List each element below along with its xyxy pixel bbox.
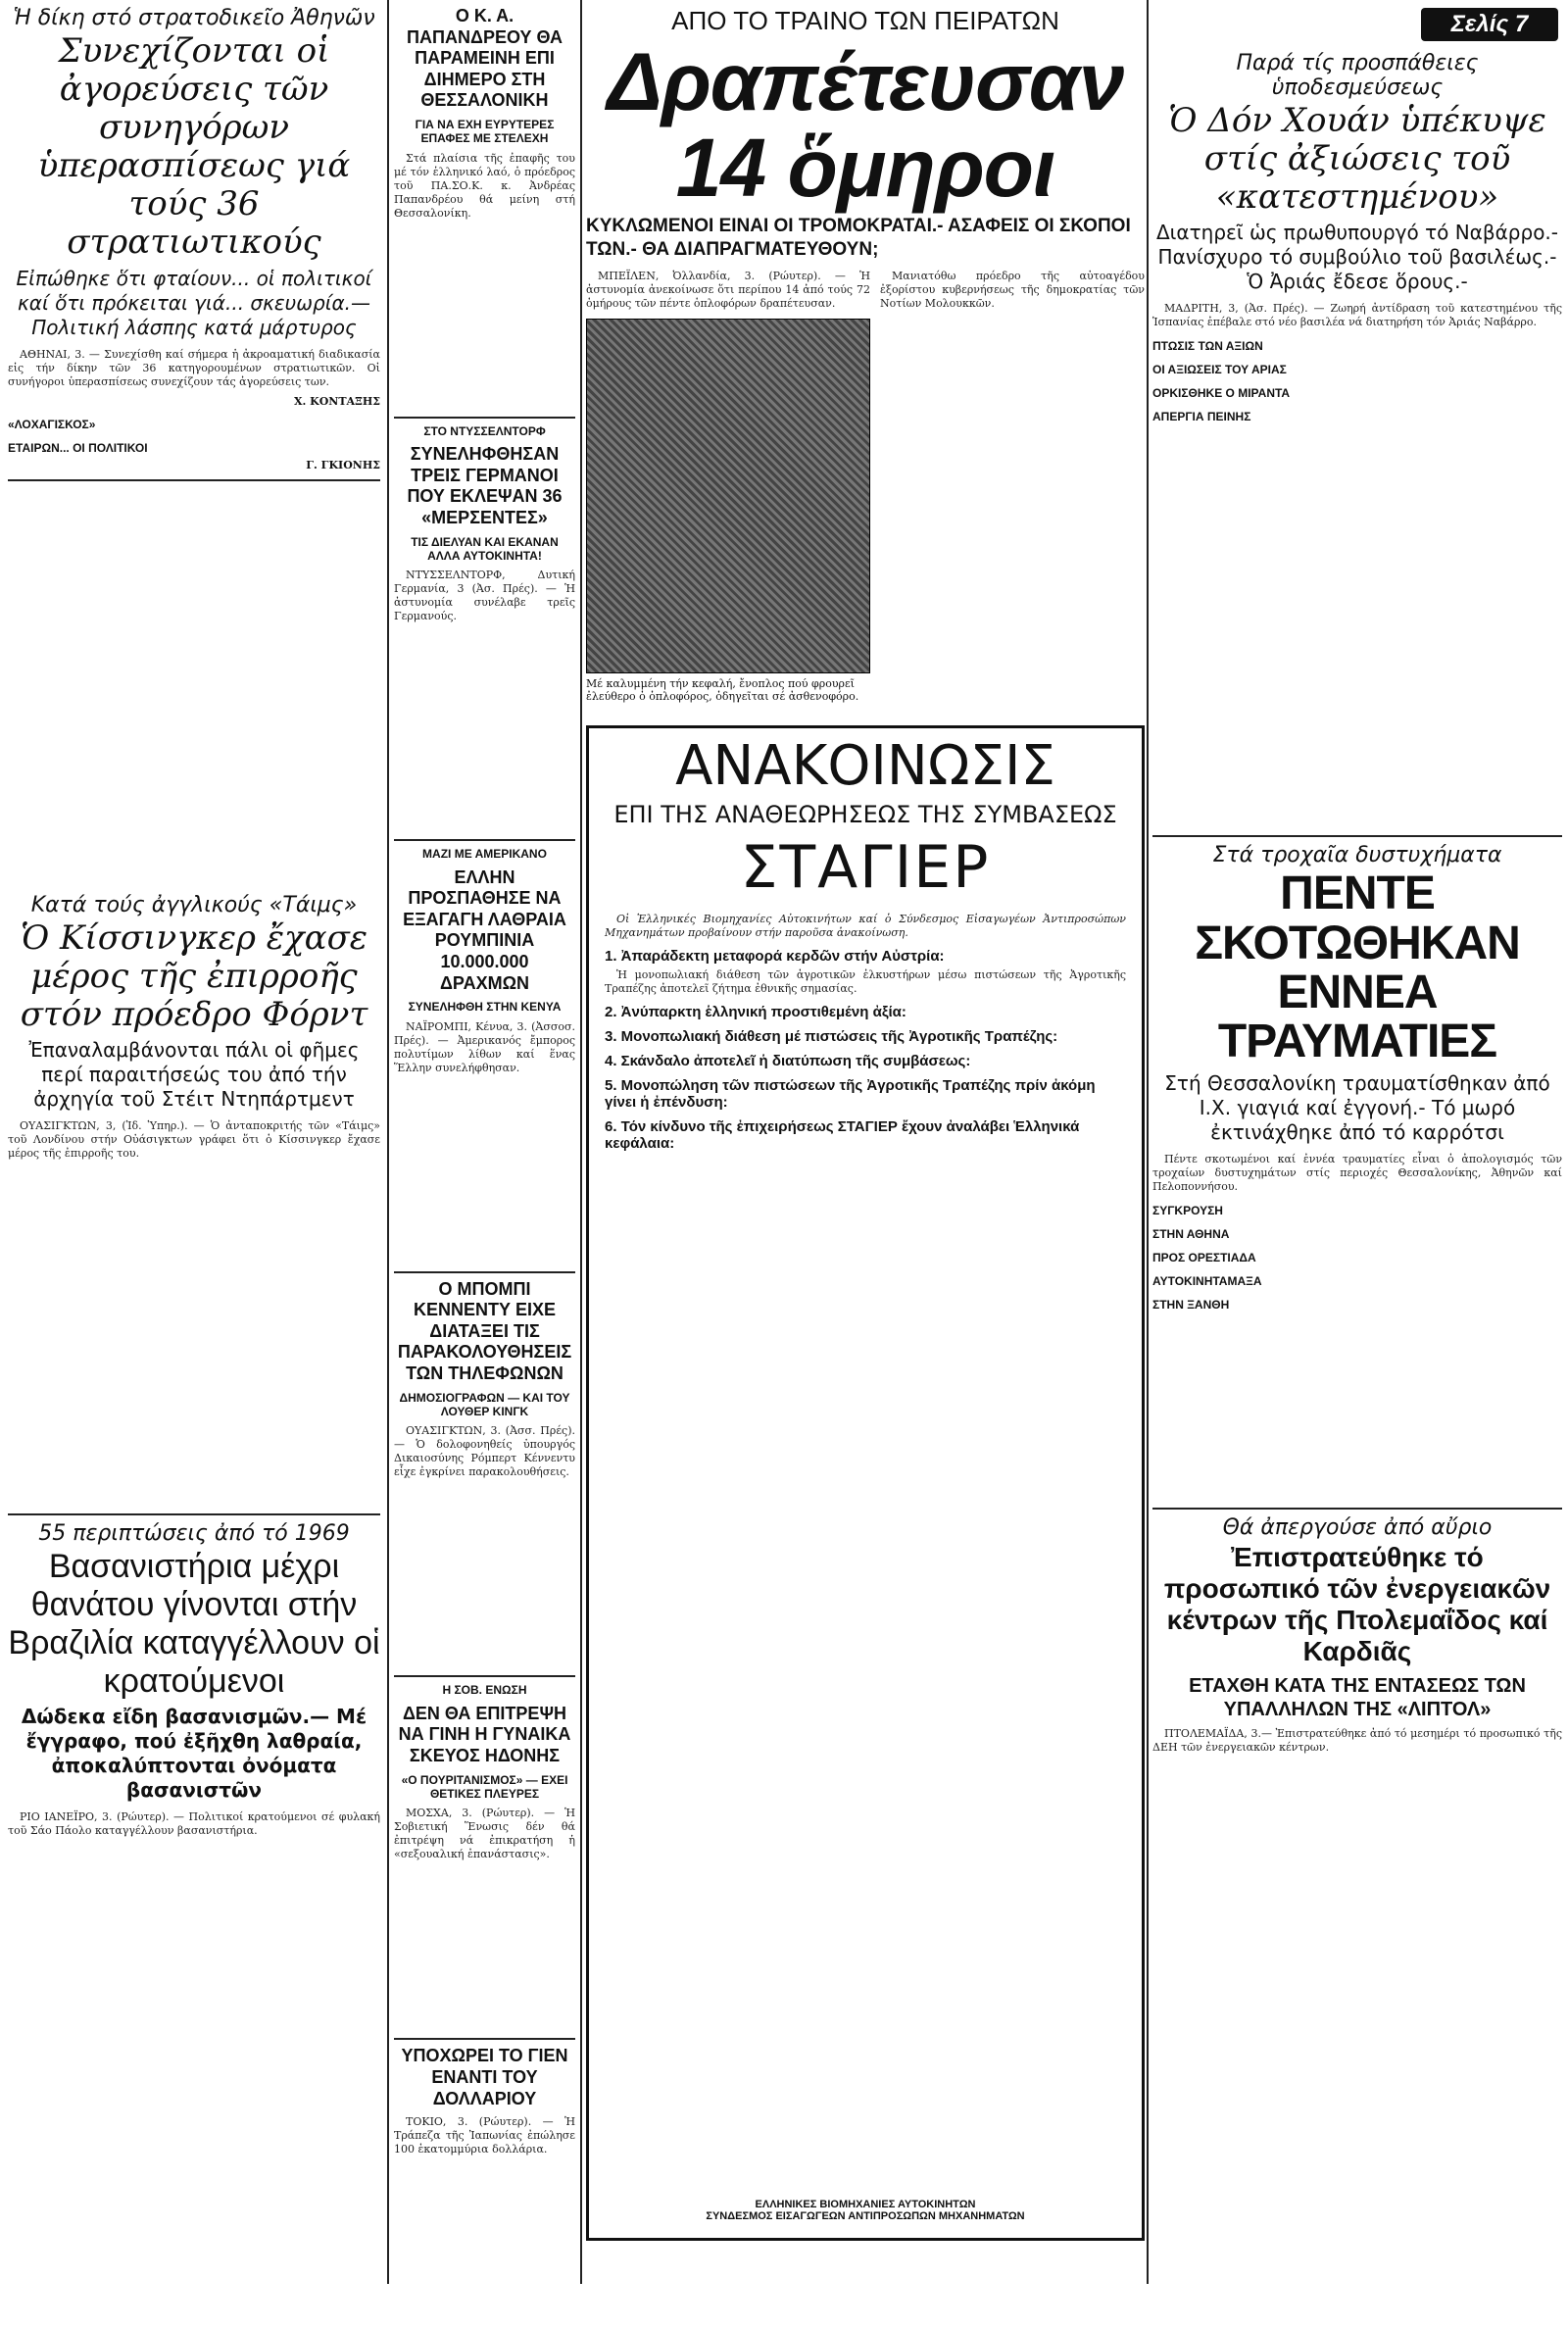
- headline: Συνεχίζονται οἱ ἀγορεύσεις τῶν συνηγόρων ὑπερασπίσεως γιά τούς 36 στρατιωτικούς: [37, 31, 351, 263]
- signature-line: ΣΥΝΔΕΣΜΟΣ ΕΙΣΑΓΩΓΕΩΝ ΑΝΤΙΠΡΟΣΩΠΩΝ ΜΗΧΑΝΗΜΑΤΩΝ: [706, 2210, 1025, 2222]
- divider: [1152, 1508, 1562, 1510]
- page-label-badge: Σελίς 7: [1421, 8, 1558, 41]
- article-body: Στά πλαίσια τῆς ἐπαφῆς του μέ τόν ἑλληνικό λαό, ὁ πρόεδρος τοῦ ΠΑ.ΣΟ.Κ. κ. Ἀνδρέας Παπανδρέου θά μείνη στή Θεσσαλονίκη.: [394, 151, 575, 220]
- article-body: Πέντε σκοτωμένοι καί ἐννέα τραυματίες εἶναι ὁ ἀπολογισμός τῶν τροχαίων δυστυχημάτων στίς περιοχές Θεσσαλονίκης, Ἀθηνῶν καί Πελοποννήσου.: [1152, 1152, 1562, 1193]
- center-block: [586, 0, 1145, 2284]
- article-ussr: [394, 1683, 575, 1861]
- kicker: Στά τροχαῖα δυστυχήματα: [1212, 843, 1502, 868]
- headline: ΣΥΝΕΛΗΦΘΗΣΑΝ ΤΡΕΙΣ ΓΕΡΜΑΝΟΙ ΠΟΥ ΕΚΛΕΨΑΝ 36 «ΜΕΡΣΕΝΤΕΣ»: [407, 444, 563, 527]
- announcement-item: 4. Σκάνδαλο ἀποτελεῖ ἡ διατύπωση τῆς συμβάσεως:: [605, 1052, 971, 1069]
- subhead: ΤΙΣ ΔΙΕΛΥΑΝ ΚΑΙ ΕΚΑΝΑΝ ΑΛΛΑ ΑΥΤΟΚΙΝΗΤΑ!: [411, 534, 559, 563]
- announcement-item: 6. Τόν κίνδυνο τῆς ἐπιχειρήσεως ΣΤΑΓΙΕΡ ἔχουν ἀναλάβει Ἑλληνικά κεφάλαια:: [605, 1117, 1080, 1152]
- article-body: ΜΠΕΪΛΕΝ, Ὀλλανδία, 3. (Ρώυτερ). — Ἡ ἀστυνομία ἀνεκοίνωσε ὅτι περίπου 14 ἀπό τούς 72 ὁμήρους τῶν πέντε ὁπλοφόρων δραπέτευσαν.: [586, 269, 870, 310]
- kicker: Η ΣΟΒ. ΕΝΩΣΗ: [442, 1683, 527, 1698]
- right-column: [1152, 0, 1562, 2329]
- byline: Γ. ΓΚΙΟΝΗΣ: [306, 458, 380, 471]
- section-heading: ΠΤΩΣΙΣ ΤΩΝ ΑΞΙΩΝ: [1152, 339, 1263, 354]
- headline: Βασανιστήρια μέχρι θανάτου γίνονται στήν Βραζιλία καταγγέλλουν οἱ κρατούμενοι: [8, 1547, 380, 1701]
- article-ptolemaida: [1152, 1515, 1562, 1755]
- announcement-item: 2. Ἀνύπαρκτη ἑλληνική προστιθεμένη ἀξία:: [605, 1003, 906, 1020]
- headline: Ὁ Δόν Χουάν ὑπέκυψε στίς ἀξιώσεις τοῦ «κατεστημένου»: [1168, 101, 1546, 218]
- section-heading: ΑΠΕΡΓΙΑ ΠΕΙΝΗΣ: [1152, 410, 1251, 424]
- section-heading: ΣΤΗΝ ΑΘΗΝΑ: [1152, 1226, 1230, 1241]
- article-body: ΑΘΗΝΑΙ, 3. — Συνεχίσθη καί σήμερα ἡ ἀκροαματική διαδικασία εἰς τήν δίκην τῶν 36 κατηγορουμένων στρατιωτικῶν. Οἱ συνήγοροι ὑπερασπίσεως συνεχίζουν τάς ἀγορεύσεις των.: [8, 347, 380, 388]
- divider: [394, 1271, 575, 1273]
- column-rule: [1147, 0, 1149, 2284]
- headline: ΥΠΟΧΩΡΕΙ ΤΟ ΓΙΕΝ ΕΝΑΝΤΙ ΤΟΥ ΔΟΛΛΑΡΙΟΥ: [401, 2046, 568, 2108]
- article-body: ΝΤΥΣΣΕΛΝΤΟΡΦ, Δυτική Γερμανία, 3 (Ἀσ. Πρές). — Ἡ ἀστυνομία συνέλαβε τρεῖς Γερμανούς.: [394, 569, 575, 623]
- column-rule: [580, 0, 582, 2284]
- section-heading: ΟΙ ΑΞΙΩΣΕΙΣ ΤΟΥ ΑΡΙΑΣ: [1152, 363, 1287, 377]
- announcement-name: ΣΤΑΓΙΕΡ: [740, 832, 991, 902]
- announcement-subtitle: ΕΠΙ ΤΗΣ ΑΝΑΘΕΩΡΗΣΕΩΣ ΤΗΣ ΣΥΜΒΑΣΕΩΣ: [613, 800, 1117, 828]
- subhead: ΔΗΜΟΣΙΟΓΡΑΦΩΝ — ΚΑΙ ΤΟΥ ΛΟΥΘΕΡ ΚΙΝΓΚ: [399, 1390, 570, 1418]
- headline: Ο ΜΠΟΜΠΙ ΚΕΝΝΕΝΤΥ ΕΙΧΕ ΔΙΑΤΑΞΕΙ ΤΙΣ ΠΑΡΑΚΟΛΟΥΘΗΣΕΙΣ ΤΩΝ ΤΗΛΕΦΩΝΩΝ: [397, 1278, 572, 1384]
- article-body: ΡΙΟ ΙΑΝΕΪΡΟ, 3. (Ρώυτερ). — Πολιτικοί κρατούμενοι σέ φυλακή τοῦ Σάο Πάολο καταγγέλλουν βασανιστήρια.: [8, 1810, 380, 1838]
- section-heading: ΟΡΚΙΣΘΗΚΕ Ο ΜΙΡΑΝΤΑ: [1152, 386, 1291, 401]
- headline: ΠΕΝΤΕ ΣΚΟΤΩΘΗΚΑΝ ΕΝΝΕΑ ΤΡΑΥΜΑΤΙΕΣ: [1195, 867, 1520, 1068]
- announcement-item: 1. Ἀπαράδεκτη μεταφορά κερδῶν στήν Αὐστρία:: [605, 947, 945, 965]
- article-kennedy: [394, 1279, 575, 1480]
- section-heading: ΑΥΤΟΚΙΝΗΤΑΜΑΞΑ: [1152, 1273, 1262, 1288]
- kicker: 55 περιπτώσεις ἀπό τό 1969: [38, 1520, 350, 1546]
- article-don-juan: [1152, 51, 1562, 423]
- kicker: Κατά τούς ἀγγλικούς «Τάιμς»: [30, 892, 358, 917]
- article-body: ΟΥΑΣΙΓΚΤΩΝ, 3, (Ἰδ. Ὑπηρ.). — Ὁ ἀνταποκριτής τῶν «Τάιμς» τοῦ Λονδίνου στήν Οὐάσιγκτων γράφει ὅτι ὁ Κίσσινγκερ ἔχασε μέρος τῆς ἐπιρροῆς του.: [8, 1118, 380, 1160]
- kicker: ΜΑΖΙ ΜΕ ΑΜΕΡΙΚΑΝΟ: [422, 847, 547, 862]
- section-heading: ΕΤΑΙΡΩΝ... ΟΙ ΠΟΛΙΤΙΚΟΙ: [8, 440, 148, 455]
- headline: Δραπέτευσαν 14 ὅμηροι: [607, 35, 1124, 215]
- article-body: Μανιατόθω πρόεδρο τῆς αὐτοαγέδου ἐξορίστου κυβερνήσεως τῆς δημοκρατίας τῶν Νοτίων Μολουκκῶν.: [880, 269, 1145, 310]
- announcement-item: 5. Μονοπώληση τῶν πιστώσεων τῆς Ἀγροτικῆς Τραπέζης πρίν ἀκόμη γίνει ἡ ἐπένδυση:: [605, 1076, 1096, 1111]
- divider: [8, 479, 380, 481]
- article-kissinger: [8, 893, 380, 1161]
- section-heading: ΣΤΗΝ ΞΑΝΘΗ: [1152, 1297, 1230, 1312]
- kicker: Ἡ δίκη στό στρατοδικεῖο Ἀθηνῶν: [13, 6, 375, 30]
- kicker: Θά ἀπεργούσε ἀπό αὔριο: [1222, 1514, 1493, 1540]
- news-photo: [586, 319, 870, 673]
- kicker: ΣΤΟ ΝΤΥΣΣΕΛΝΤΟΡΦ: [423, 423, 546, 438]
- headline: ΔΕΝ ΘΑ ΕΠΙΤΡΕΨΗ ΝΑ ΓΙΝΗ Η ΓΥΝΑΙΚΑ ΣΚΕΥΟΣ ΗΔΟΝΗΣ: [398, 1703, 571, 1765]
- section-heading: «ΛΟΧΑΓΙΣΚΟΣ»: [8, 417, 96, 431]
- subhead: «Ο ΠΟΥΡΙΤΑΝΙΣΜΟΣ» — ΕΧΕΙ ΘΕΤΙΚΕΣ ΠΛΕΥΡΕΣ: [401, 1772, 568, 1801]
- section-heading: ΣΥΓΚΡΟΥΣΗ: [1152, 1203, 1223, 1217]
- article-brazil: [8, 1521, 380, 1838]
- column-2: [394, 0, 575, 2284]
- article-traffic: [1152, 843, 1562, 1312]
- deck: Ἐπαναλαμβάνονται πάλι οἱ φῆμες περί παραιτήσεώς του ἀπό τήν ἀρχηγία τοῦ Στέιτ Ντηπάρτμεντ: [28, 1037, 360, 1111]
- article-body: ΤΟΚΙΟ, 3. (Ρώυτερ). — Ἡ Τράπεζα τῆς Ἰαπωνίας ἐπώλησε 100 ἑκατομμύρια δολλάρια.: [394, 2115, 575, 2156]
- headline: Ο Κ. Α. ΠΑΠΑΝΔΡΕΟΥ ΘΑ ΠΑΡΑΜΕΙΝΗ ΕΠΙ ΔΙΗΜΕΡΟ ΣΤΗ ΘΕΣΣΑΛΟΝΙΚΗ: [407, 6, 563, 111]
- divider: [8, 1513, 380, 1515]
- photo-caption: Μέ καλυμμένη τήν κεφαλή, ἔνοπλος πού φρουρεῖ ἐλεύθερο ὁ ὁπλοφόρος, ὁδηγεῖται σέ ἀσθενοφόρο.: [586, 676, 859, 703]
- deck: ΚΥΚΛΩΜΕΝΟΙ ΕΙΝΑΙ ΟΙ ΤΡΟΜΟΚΡΑΤΑΙ.- ΑΣΑΦΕΙΣ ΟΙ ΣΚΟΠΟΙ ΤΩΝ.- ΘΑ ΔΙΑΠΡΑΓΜΑΤΕΥΘΟΥΝ;: [586, 216, 1131, 261]
- announcement-box: [586, 725, 1145, 2241]
- deck: Δώδεκα εἴδη βασανισμῶν.— Μέ ἔγγραφο, πού ἐξῆχθη λαθραία, ἀποκαλύπτονται ὀνόματα βασανιστῶν: [21, 1705, 368, 1803]
- deck: Στή Θεσσαλονίκη τραυματίσθηκαν ἀπό Ι.Χ. γιαγιά καί ἐγγονή.- Τό μωρό ἐκτινάχθηκε ἀπό τό καρρότσι: [1164, 1070, 1550, 1144]
- divider: [1152, 835, 1562, 837]
- article-body: ΝΑΪΡΟΜΠΙ, Κένυα, 3. (Ἀσσοσ. Πρές). — Ἀμερικανός ἔμπορος πολυτίμων λίθων καί ἕνας Ἕλλην συνελήφθησαν.: [394, 1019, 575, 1074]
- article-yen: [394, 2046, 575, 2156]
- kicker: ΑΠΟ ΤΟ ΤΡΑΙΝΟ ΤΩΝ ΠΕΙΡΑΤΩΝ: [671, 6, 1059, 35]
- divider: [394, 417, 575, 419]
- headline: ΕΛΛΗΝ ΠΡΟΣΠΑΘΗΣΕ ΝΑ ΕΞΑΓΑΓΗ ΛΑΘΡΑΙΑ ΡΟΥΜΠΙΝΙΑ 10.000.000 ΔΡΑΧΜΩΝ: [403, 867, 566, 993]
- deck: Διατηρεῖ ὡς πρωθυπουργό τό Ναβάρρο.- Πανίσχυρο τό συμβούλιο τοῦ βασιλέως.- Ὁ Ἀριάς ἔδεσε ὅρους.-: [1155, 221, 1559, 294]
- announcement-title: ΑΝΑΚΟΙΝΩΣΙΣ: [675, 734, 1055, 798]
- article-papandreou: [394, 6, 575, 221]
- kicker: Παρά τίς προσπάθειες ὑποδεσμεύσεως: [1236, 51, 1479, 100]
- article-body: ΠΤΟΛΕΜΑΪΔΑ, 3.— Ἐπιστρατεύθηκε ἀπό τό μεσημέρι τό προσωπικό τῆς ΔΕΗ τῶν ἐνεργειακῶν κέντρων.: [1152, 1726, 1562, 1754]
- divider: [394, 839, 575, 841]
- article-body: ΜΟΣΧΑ, 3. (Ρώυτερ). — Ἡ Σοβιετική Ἕνωσις δέν θά ἐπιτρέψη νά ἐπικρατήση ἡ «σεξουαλική ἐπανάστασις».: [394, 1807, 575, 1861]
- announcement-text: Ἡ μονοπωλιακή διάθεση τῶν ἀγροτικῶν ἐλκυστήρων μέσω πιστώσεων τῆς Ἀγροτικῆς Τραπέζης ἀποτελεῖ ζήτημα ἐθνικῆς σημασίας.: [605, 967, 1126, 995]
- column-1: [8, 0, 380, 2284]
- section-heading: ΠΡΟΣ ΟΡΕΣΤΙΑΔΑ: [1152, 1250, 1256, 1264]
- announcement-item: 3. Μονοπωλιακή διάθεση μέ πιστώσεις τῆς Ἀγροτικῆς Τραπέζης:: [605, 1027, 1058, 1045]
- byline: Χ. ΚΟΝΤΑΞΗΣ: [293, 394, 380, 408]
- article-body: ΜΑΔΡΙΤΗ, 3, (Ἀσ. Πρές). — Ζωηρή ἀντίδραση τοῦ κατεστημένου τῆς Ἱσπανίας ἐπέβαλε στό νέο βασιλέα νά διατηρήση τόν Ἀριάς Ναβάρρο.: [1152, 302, 1562, 329]
- divider: [394, 1675, 575, 1677]
- headline: Ὁ Κίσσινγκερ ἔχασε μέρος τῆς ἐπιρροῆς στόν πρόεδρο Φόρντ: [20, 917, 368, 1034]
- divider: [394, 2038, 575, 2040]
- announcement-intro: Οἱ Ἑλληνικές Βιομηχανίες Αὐτοκινήτων καί ὁ Σύνδεσμος Εἰσαγωγέων Ἀντιπροσώπων Μηχανημάτων προβαίνουν στήν παροῦσα ἀνακοίνωση.: [605, 912, 1126, 939]
- subhead: ΣΥΝΕΛΗΦΘΗ ΣΤΗΝ ΚΕΝΥΑ: [408, 1000, 562, 1015]
- article-court-martial: [8, 6, 380, 471]
- article-body: ΟΥΑΣΙΓΚΤΩΝ, 3. (Ἀσσ. Πρές). — Ὁ δολοφονηθείς ὑπουργός Δικαιοσύνης Ρόμπερτ Κέννεντυ εἶχε ἐγκρίνει παρακολουθήσεις.: [394, 1424, 575, 1479]
- article-train-hostages: [586, 6, 1145, 707]
- article-mercedes: [394, 424, 575, 624]
- subhead: ΕΤΑΧΘΗ ΚΑΤΑ ΤΗΣ ΕΝΤΑΣΕΩΣ ΤΩΝ ΥΠΑΛΛΗΛΩΝ ΤΗΣ «ΛΙΠΤΟΛ»: [1189, 1674, 1526, 1720]
- signature-line: ΕΛΛΗΝΙΚΕΣ ΒΙΟΜΗΧΑΝΙΕΣ ΑΥΤΟΚΙΝΗΤΩΝ: [755, 2199, 976, 2210]
- column-rule: [387, 0, 389, 2284]
- subhead: ΓΙΑ ΝΑ ΕΧΗ ΕΥΡΥΤΕΡΕΣ ΕΠΑΦΕΣ ΜΕ ΣΤΕΛΕΧΗ: [415, 117, 555, 146]
- article-rubies: [394, 847, 575, 1074]
- deck: Εἰπώθηκε ὅτι φταίουν... οἱ πολιτικοί καί ὅτι πρόκειται γιά... σκευωρία.— Πολιτική λάσπης κατά μάρτυρος: [16, 266, 372, 339]
- headline: Ἐπιστρατεύθηκε τό προσωπικό τῶν ἐνεργειακῶν κέντρων τῆς Πτολεμαΐδος καί Καρδιᾶς: [1163, 1541, 1551, 1667]
